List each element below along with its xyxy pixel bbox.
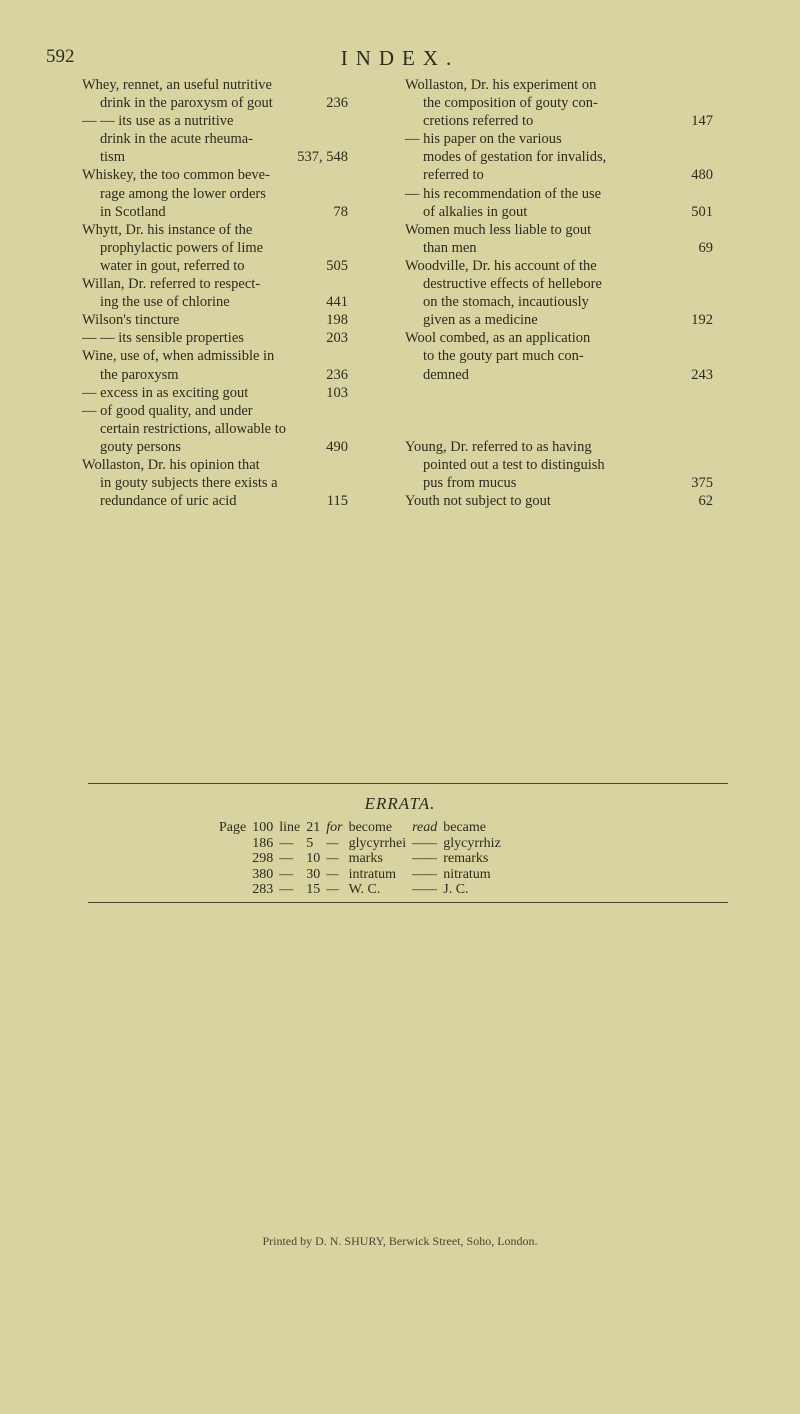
entry-text: Whey, rennet, an useful nutritive bbox=[82, 77, 272, 93]
errata-cell: glycyrrhei bbox=[348, 835, 407, 851]
errata-cell: J. C. bbox=[443, 882, 469, 897]
entry-page: 103 bbox=[326, 384, 348, 401]
errata-cell bbox=[216, 882, 249, 898]
errata-cell: 100 bbox=[252, 820, 274, 835]
errata-cell: became bbox=[443, 820, 486, 835]
errata-row bbox=[216, 867, 504, 883]
entry-text: Young, Dr. referred to as having bbox=[405, 438, 592, 455]
entry-text: Wine, use of, when admissible in bbox=[82, 348, 275, 365]
errata-row bbox=[216, 882, 504, 898]
entry-page: 236 bbox=[326, 95, 348, 112]
entry-text: — his paper on the various bbox=[405, 131, 562, 148]
index-entry bbox=[405, 257, 713, 329]
entry-text: modes of gestation for invalids, bbox=[423, 149, 607, 166]
entry-text: in Scotland bbox=[100, 203, 166, 220]
entry-text: certain restrictions, allowable to bbox=[100, 420, 287, 437]
entry-text: Whiskey, the too common beve- bbox=[82, 167, 270, 184]
errata-cell: 5 bbox=[306, 835, 314, 851]
entry-text: the composition of gouty con- bbox=[423, 95, 598, 112]
index-entry bbox=[405, 329, 713, 383]
errata-cell: 30 bbox=[306, 866, 321, 882]
divider-rule bbox=[88, 783, 728, 784]
errata-cell: for bbox=[326, 820, 343, 835]
errata-cell: — bbox=[279, 835, 294, 851]
index-column-right bbox=[405, 76, 713, 510]
entry-text: — of good quality, and under bbox=[82, 402, 253, 419]
errata-cell: marks bbox=[348, 851, 383, 866]
index-entry bbox=[82, 384, 348, 402]
errata-cell: 15 bbox=[306, 882, 321, 897]
index-entry bbox=[82, 456, 348, 510]
errata-cell bbox=[216, 867, 249, 883]
entry-page: 147 bbox=[691, 113, 713, 130]
entry-text: of alkalies in gout bbox=[423, 203, 528, 220]
index-entry bbox=[82, 275, 348, 311]
entry-text: the paroxysm bbox=[100, 366, 179, 383]
index-entry bbox=[82, 166, 348, 220]
entry-page: 192 bbox=[691, 312, 713, 329]
errata-cell: — bbox=[326, 835, 339, 851]
entry-text: redundance of uric acid bbox=[100, 493, 237, 510]
entry-text: destructive effects of hellebore bbox=[423, 276, 602, 293]
entry-page: 78 bbox=[333, 203, 348, 220]
errata-cell: Page bbox=[219, 820, 247, 835]
errata-cell: — bbox=[326, 882, 339, 897]
page-title: INDEX. bbox=[340, 46, 460, 70]
errata-cell: nitratum bbox=[443, 866, 491, 882]
errata-cell: read bbox=[412, 820, 438, 835]
printer-imprint: Printed by D. N. SHURY, Berwick Street, Soho, London. bbox=[262, 1234, 538, 1248]
errata-title: ERRATA. bbox=[364, 794, 436, 813]
entry-text: Willan, Dr. referred to respect- bbox=[82, 276, 261, 293]
entry-text: Wilson's tincture bbox=[82, 312, 180, 329]
index-entry bbox=[82, 221, 348, 275]
errata-cell: —— bbox=[412, 882, 437, 897]
entry-page: 505 bbox=[326, 257, 348, 274]
errata-cell: 298 bbox=[252, 851, 274, 866]
entry-text: cretions referred to bbox=[423, 113, 534, 130]
entry-text: water in gout, referred to bbox=[100, 257, 245, 274]
entry-page: 501 bbox=[691, 203, 713, 220]
entry-text: gouty persons bbox=[100, 438, 181, 455]
errata-cell: 21 bbox=[306, 820, 321, 835]
index-entry bbox=[405, 221, 713, 257]
errata-cell: line bbox=[279, 820, 301, 835]
entry-text: — — its sensible properties bbox=[82, 330, 244, 347]
errata-cell: 10 bbox=[306, 851, 321, 866]
entry-text: pus from mucus bbox=[423, 474, 517, 491]
errata-cell: — bbox=[279, 851, 294, 866]
entry-text: — excess in as exciting gout bbox=[82, 384, 249, 401]
errata-cell: 283 bbox=[252, 882, 274, 897]
entry-page: 62 bbox=[698, 492, 713, 509]
entry-text: Whytt, Dr. his instance of the bbox=[82, 221, 253, 238]
entry-text: — — its use as a nutritive bbox=[82, 113, 234, 130]
errata-row bbox=[216, 851, 504, 867]
index-entry bbox=[405, 185, 713, 221]
errata-cell: — bbox=[326, 866, 339, 882]
entry-text: to the gouty part much con- bbox=[423, 348, 584, 365]
index-entry bbox=[82, 402, 348, 456]
index-column-left bbox=[82, 76, 348, 510]
index-entry bbox=[405, 492, 713, 510]
entry-text: Youth not subject to gout bbox=[405, 492, 551, 509]
entry-text: Woodville, Dr. his account of the bbox=[405, 257, 597, 274]
errata-cell: glycyrrhiz bbox=[443, 835, 501, 851]
errata-cell: —— bbox=[412, 851, 437, 866]
errata-cell: remarks bbox=[443, 851, 489, 866]
index-entry bbox=[82, 347, 348, 383]
entry-text: ing the use of chlorine bbox=[100, 294, 230, 311]
index-entry bbox=[82, 311, 348, 329]
entry-text: referred to bbox=[423, 167, 484, 184]
entry-text: rage among the lower orders bbox=[100, 185, 266, 202]
entry-text: on the stomach, incautiously bbox=[423, 294, 589, 311]
index-entry bbox=[405, 76, 713, 130]
entry-text: demned bbox=[423, 366, 469, 383]
entry-text: given as a medicine bbox=[423, 312, 538, 329]
entry-page: 243 bbox=[691, 366, 713, 383]
errata-cell: —— bbox=[412, 835, 437, 851]
errata-cell: — bbox=[279, 866, 294, 882]
entry-page: 375 bbox=[691, 474, 713, 491]
entry-text: Wollaston, Dr. his experiment on bbox=[405, 77, 597, 93]
entry-text: — his recommendation of the use bbox=[405, 185, 602, 202]
errata-table bbox=[216, 820, 504, 898]
entry-text: Wollaston, Dr. his opinion that bbox=[82, 456, 260, 473]
entry-page: 203 bbox=[326, 330, 348, 347]
errata-cell: become bbox=[348, 820, 393, 835]
entry-page: 69 bbox=[698, 239, 713, 256]
entry-text: drink in the paroxysm of gout bbox=[100, 95, 273, 112]
page-number: 592 bbox=[46, 46, 75, 67]
errata-cell: intratum bbox=[348, 866, 396, 882]
index-entry bbox=[82, 76, 348, 112]
errata-cell: 186 bbox=[252, 835, 274, 851]
letter-gap bbox=[405, 384, 713, 438]
entry-page: 537, 548 bbox=[297, 149, 348, 166]
errata-cell: — bbox=[279, 882, 294, 897]
entry-page: 236 bbox=[326, 366, 348, 383]
divider-rule bbox=[88, 902, 728, 903]
errata-cell: 380 bbox=[252, 866, 274, 882]
entry-text: than men bbox=[423, 239, 477, 256]
entry-text: Women much less liable to gout bbox=[405, 221, 592, 238]
entry-page: 480 bbox=[691, 167, 713, 184]
entry-text: Wool combed, as an application bbox=[405, 330, 591, 347]
index-entry bbox=[405, 438, 713, 492]
entry-text: drink in the acute rheuma- bbox=[100, 131, 253, 148]
errata-row bbox=[216, 836, 504, 852]
index-entry bbox=[82, 112, 348, 166]
errata-cell bbox=[216, 836, 249, 852]
errata-cell: —— bbox=[412, 866, 437, 882]
errata-row bbox=[216, 820, 504, 836]
entry-page: 441 bbox=[326, 294, 348, 311]
entry-page: 198 bbox=[326, 312, 348, 329]
index-entry bbox=[82, 329, 348, 347]
entry-text: tism bbox=[100, 149, 125, 166]
errata-cell: — bbox=[326, 851, 339, 866]
entry-page: 490 bbox=[326, 438, 348, 455]
index-entry bbox=[405, 130, 713, 184]
entry-text: in gouty subjects there exists a bbox=[100, 475, 278, 492]
entry-text: pointed out a test to distinguish bbox=[423, 456, 605, 473]
entry-page: 115 bbox=[326, 493, 348, 510]
entry-text: prophylactic powers of lime bbox=[100, 239, 264, 256]
errata-cell bbox=[216, 851, 249, 867]
errata-cell: W. C. bbox=[348, 882, 381, 897]
